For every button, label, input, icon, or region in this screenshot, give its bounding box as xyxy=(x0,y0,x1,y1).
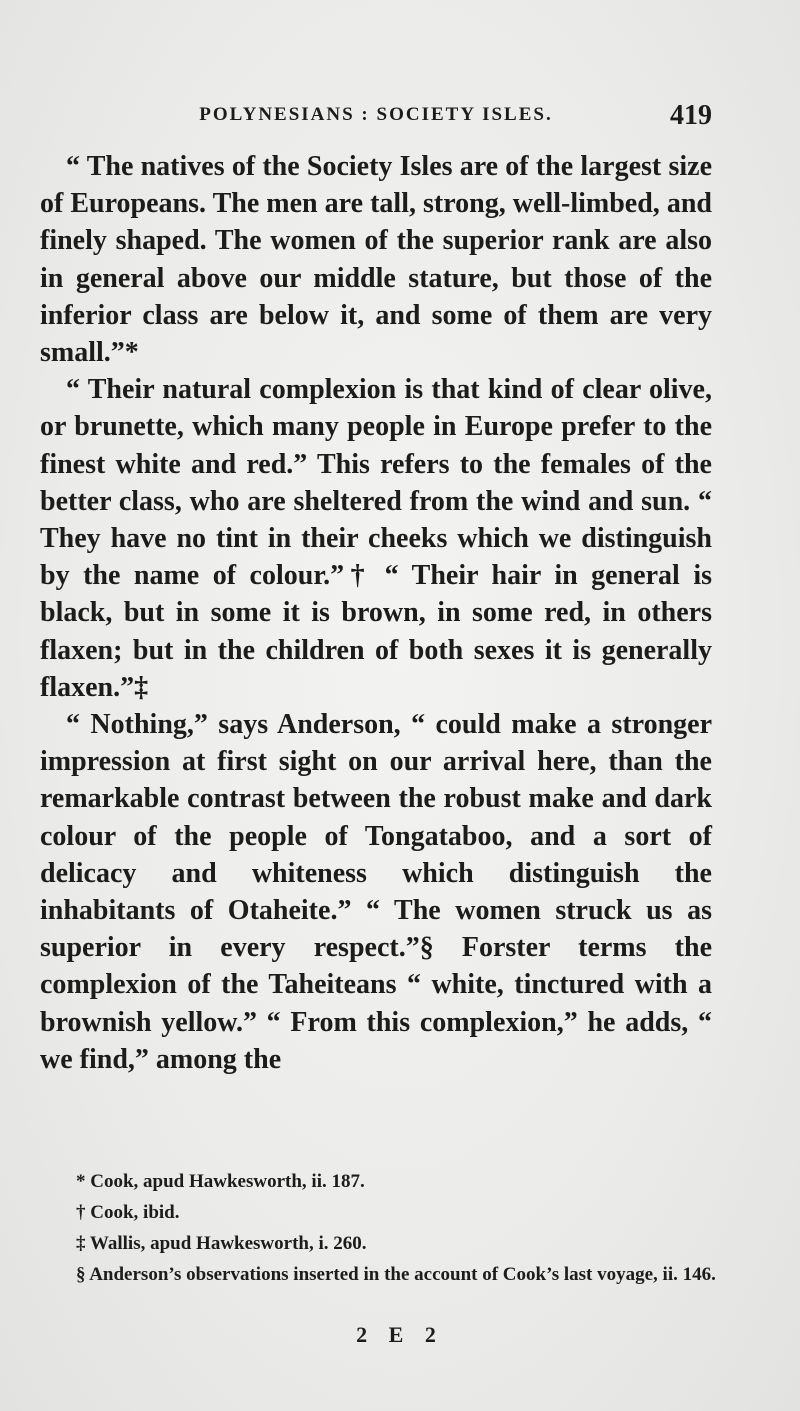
footnote: † Cook, ibid. xyxy=(76,1202,180,1223)
paragraph: “ Their natural complexion is that kind of clear olive, or brunette, which many people in Europe prefer to the finest white and red.” This refers to the females of the better class, who are sheltered from the wind and sun. “ They have no tint in their cheeks which we distinguish by the name of colour.”† “ Their hair in general is black, but in some it is brown, in some red, in others flaxen; but in the children of both sexes it is generally flaxen.”‡ xyxy=(40,374,712,703)
paragraph: “ Nothing,” says Anderson, “ could make a stronger impression at first sight on our arrival here, than the remarkable contrast between the robust make and dark colour of the people of Tongataboo, and a sort of delicacy and whiteness which distinguish the inhabitants of Otaheite.” “ The women struck us as superior in every respect.”§ Forster terms the complexion of the Taheiteans “ white, tinctured with a brownish yellow.” “ From this complexion,” he adds, “ we find,” among the xyxy=(40,709,712,1075)
footnote: § Anderson’s observations inserted in the account of Cook’s last voyage, ii. 146. xyxy=(76,1264,716,1285)
body-text xyxy=(40,148,712,1078)
signature-mark: 2 E 2 xyxy=(356,1322,444,1347)
paragraph: “ The natives of the Society Isles are of the largest size of Europeans. The men are tall, strong, well-limbed, and finely shaped. The women of the superior rank are also in general above our middle stature, but those of the inferior class are below it, and some of them are very small.”* xyxy=(40,151,712,369)
footnote: ‡ Wallis, apud Hawkesworth, i. 260. xyxy=(76,1233,367,1254)
running-head: POLYNESIANS : SOCIETY ISLES. xyxy=(199,104,553,125)
page-header xyxy=(40,100,712,134)
footnotes xyxy=(50,1166,722,1290)
page-number: 419 xyxy=(670,100,712,131)
footnote: * Cook, apud Hawkesworth, ii. 187. xyxy=(76,1171,365,1192)
